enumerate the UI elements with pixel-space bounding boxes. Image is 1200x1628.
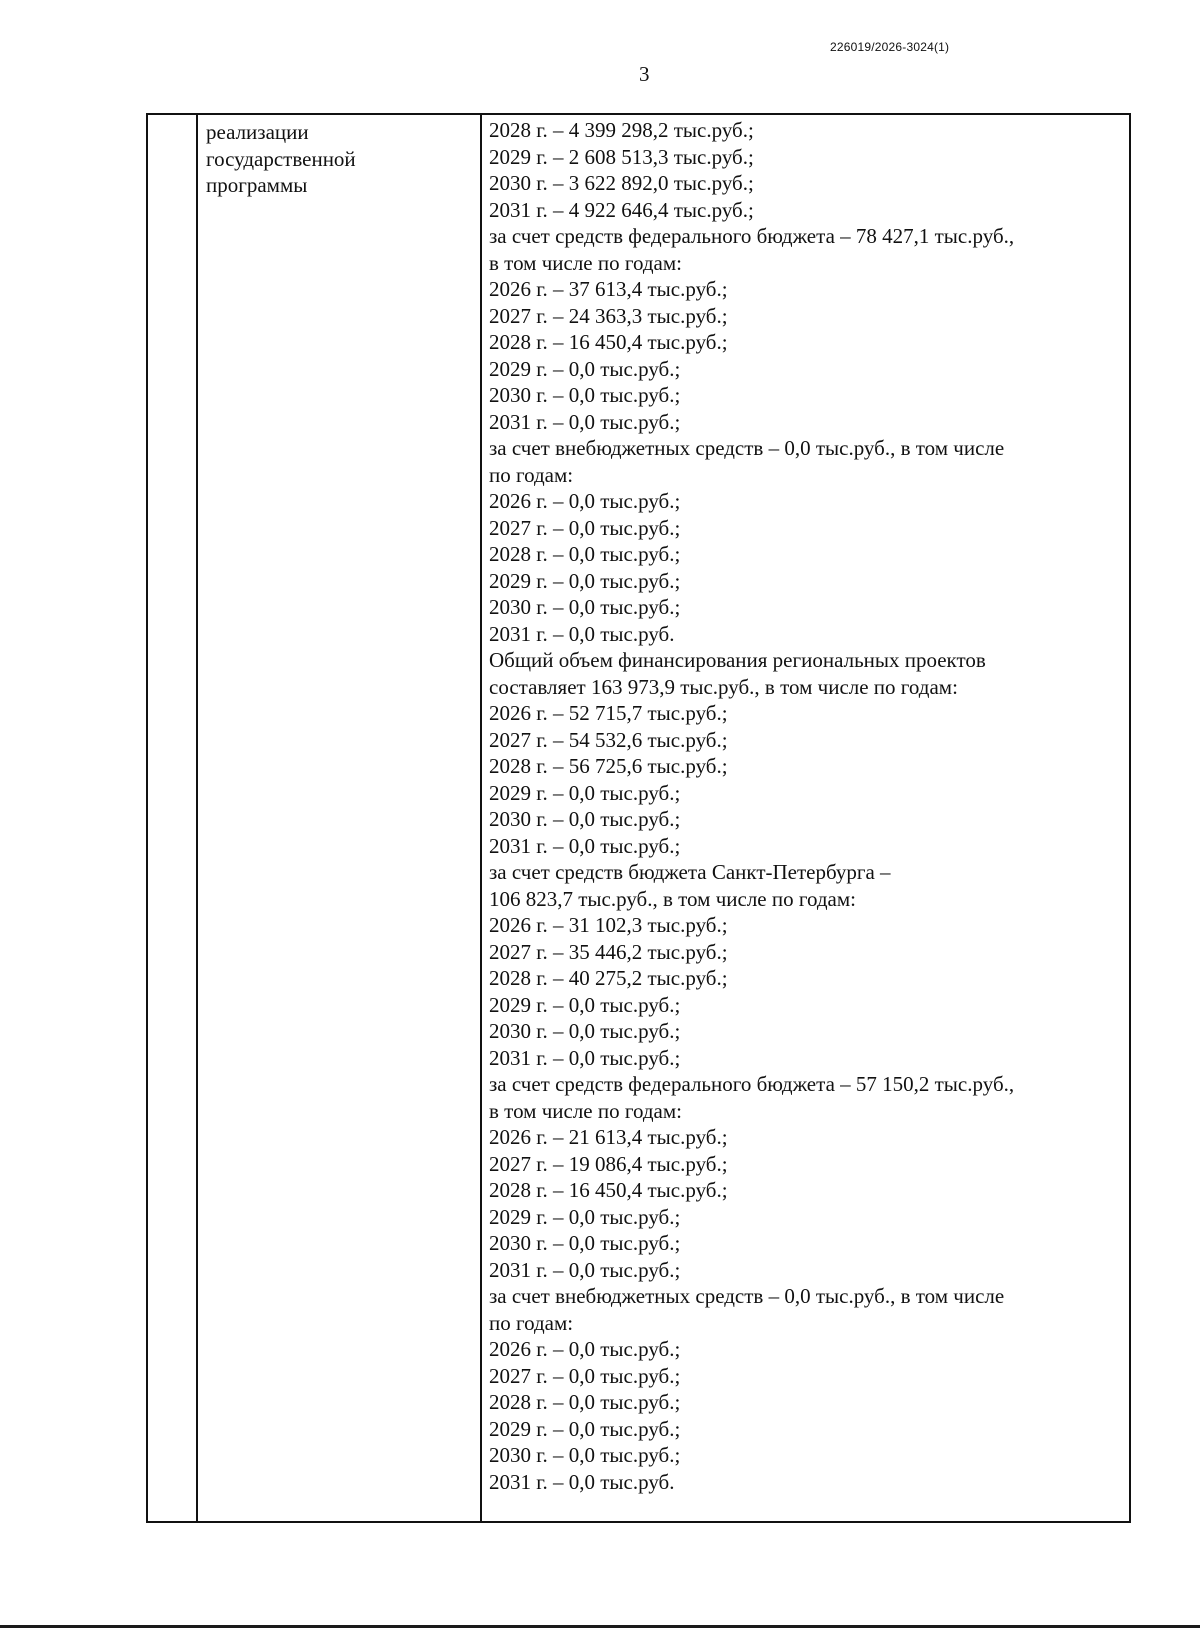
financing-line: 2027 г. – 0,0 тыс.руб.; [489, 1363, 681, 1388]
financing-line: 2027 г. – 24 363,3 тыс.руб.; [489, 303, 728, 328]
financing-line: 2029 г. – 0,0 тыс.руб.; [489, 780, 681, 805]
financing-line: 2031 г. – 0,0 тыс.руб.; [489, 833, 681, 858]
financing-line: 2028 г. – 16 450,4 тыс.руб.; [489, 330, 728, 354]
document-registration-number: 226019/2026-3024(1) [830, 40, 950, 54]
financing-line: 2028 г. – 16 450,4 тыс.руб.; [489, 1178, 728, 1202]
financing-line: за счет внебюджетных средств – 0,0 тыс.руб., в том числе [489, 1284, 1005, 1308]
financing-line: 2031 г. – 0,0 тыс.руб. [489, 1469, 675, 1494]
financing-line: 2030 г. – 0,0 тыс.руб.; [489, 595, 681, 619]
financing-content-cell [489, 117, 1129, 1495]
financing-line: за счет средств федерального бюджета – 78 427,1 тыс.руб., [489, 224, 1015, 248]
financing-line: 2031 г. – 0,0 тыс.руб.; [489, 409, 681, 434]
financing-line: 2028 г. – 0,0 тыс.руб.; [489, 542, 681, 566]
financing-line: 2027 г. – 19 086,4 тыс.руб.; [489, 1151, 728, 1176]
financing-line: 2029 г. – 0,0 тыс.руб.; [489, 568, 681, 593]
financing-line: 2030 г. – 0,0 тыс.руб.; [489, 1231, 681, 1255]
financing-line: 2026 г. – 21 613,4 тыс.руб.; [489, 1125, 728, 1149]
column-divider-content [480, 115, 482, 1521]
financing-line: 2026 г. – 31 102,3 тыс.руб.; [489, 913, 728, 937]
financing-line: за счет внебюджетных средств – 0,0 тыс.руб., в том числе [489, 436, 1005, 460]
program-passport-table [146, 113, 1131, 1523]
row-label-line: реализации [206, 120, 309, 144]
financing-line: 2031 г. – 0,0 тыс.руб.; [489, 1257, 681, 1282]
financing-line: в том числе по годам: [489, 1098, 682, 1123]
financing-line: в том числе по годам: [489, 250, 682, 275]
financing-line: 2028 г. – 4 399 298,2 тыс.руб.; [489, 118, 754, 142]
financing-line: Общий объем финансирования региональных проектов [489, 648, 986, 672]
page-number: 3 [639, 62, 650, 86]
financing-line: по годам: [489, 462, 574, 487]
financing-line: за счет средств бюджета Санкт-Петербурга – [489, 860, 891, 884]
financing-line: 2028 г. – 56 725,6 тыс.руб.; [489, 754, 728, 778]
financing-line: по годам: [489, 1310, 574, 1335]
financing-line: 2031 г. – 4 922 646,4 тыс.руб.; [489, 197, 754, 222]
financing-line: 2029 г. – 2 608 513,3 тыс.руб.; [489, 144, 754, 169]
financing-line: 2026 г. – 37 613,4 тыс.руб.; [489, 277, 728, 301]
financing-line: составляет 163 973,9 тыс.руб., в том числе по годам: [489, 674, 958, 699]
row-label-line: программы [206, 173, 308, 197]
financing-line: 2028 г. – 40 275,2 тыс.руб.; [489, 966, 728, 990]
row-label-cell [206, 119, 471, 199]
financing-line: 2031 г. – 0,0 тыс.руб.; [489, 1045, 681, 1070]
financing-line: 2028 г. – 0,0 тыс.руб.; [489, 1390, 681, 1414]
financing-line: 106 823,7 тыс.руб., в том числе по годам: [489, 886, 856, 911]
financing-line: 2027 г. – 54 532,6 тыс.руб.; [489, 727, 728, 752]
financing-line: 2029 г. – 0,0 тыс.руб.; [489, 1204, 681, 1229]
row-label-line: государственной [206, 146, 356, 171]
column-divider-number [196, 115, 198, 1521]
financing-line: 2027 г. – 0,0 тыс.руб.; [489, 515, 681, 540]
financing-line: 2029 г. – 0,0 тыс.руб.; [489, 1416, 681, 1441]
financing-line: 2029 г. – 0,0 тыс.руб.; [489, 992, 681, 1017]
financing-line: 2030 г. – 0,0 тыс.руб.; [489, 807, 681, 831]
financing-line: 2027 г. – 35 446,2 тыс.руб.; [489, 939, 728, 964]
financing-line: 2030 г. – 0,0 тыс.руб.; [489, 1019, 681, 1043]
financing-line: 2026 г. – 0,0 тыс.руб.; [489, 1337, 681, 1361]
financing-line: 2026 г. – 0,0 тыс.руб.; [489, 489, 681, 513]
financing-line: 2030 г. – 0,0 тыс.руб.; [489, 383, 681, 407]
financing-line: 2026 г. – 52 715,7 тыс.руб.; [489, 701, 728, 725]
financing-line: 2031 г. – 0,0 тыс.руб. [489, 621, 675, 646]
financing-line: 2029 г. – 0,0 тыс.руб.; [489, 356, 681, 381]
financing-line: 2030 г. – 0,0 тыс.руб.; [489, 1443, 681, 1467]
financing-line: 2030 г. – 3 622 892,0 тыс.руб.; [489, 171, 754, 195]
financing-line: за счет средств федерального бюджета – 57 150,2 тыс.руб., [489, 1072, 1015, 1096]
